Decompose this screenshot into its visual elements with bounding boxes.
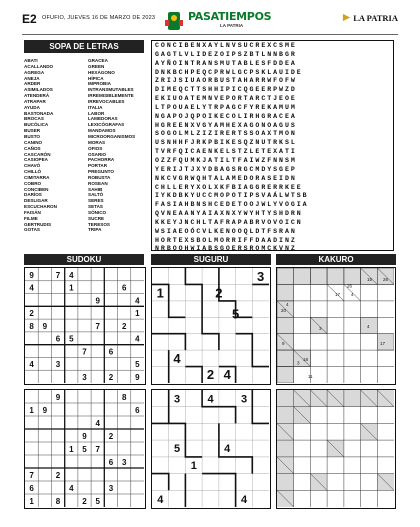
word-right-10: LAMEDORAS xyxy=(88,116,118,122)
svg-text:7: 7 xyxy=(29,471,34,480)
grid-row-10: SOGOLMLZIZIRERTSSOAXTMON xyxy=(155,130,297,138)
word-list-right xyxy=(88,58,148,233)
grid-row-12: TVRFQICAENKELSTZLETEXATI xyxy=(155,148,297,156)
svg-text:3: 3 xyxy=(55,360,61,369)
word-left-12: BUSER xyxy=(24,128,41,134)
svg-text:2: 2 xyxy=(108,372,114,382)
suguru-board-bottom[interactable] xyxy=(151,389,271,509)
word-right-1: GREEN xyxy=(88,63,105,69)
svg-text:6: 6 xyxy=(121,283,127,293)
svg-text:4: 4 xyxy=(367,324,370,329)
word-right-25: SETAS xyxy=(88,204,103,210)
svg-text:4: 4 xyxy=(224,443,231,455)
word-left-27: FILME xyxy=(24,215,38,221)
word-left-19: CHILLÓ xyxy=(24,169,42,175)
word-right-27: SUCRE xyxy=(88,215,105,221)
svg-text:4: 4 xyxy=(351,292,354,297)
brand-title: PASATIEMPOS xyxy=(188,10,272,23)
word-right-5: INTRANSMUTABLES xyxy=(88,87,134,93)
word-left-6: ATENDERÁ xyxy=(24,93,50,99)
svg-text:4: 4 xyxy=(29,283,34,293)
grid-row-13: OZZFQUMKJATILTFAIWZFNNSM xyxy=(155,156,297,164)
svg-text:4: 4 xyxy=(173,351,181,366)
svg-text:20: 20 xyxy=(281,308,287,313)
grid-row-23: NRBOOHWIABSGOERSROMCKVNZ xyxy=(155,245,297,251)
svg-text:9: 9 xyxy=(42,321,48,331)
svg-text:5: 5 xyxy=(82,445,87,454)
word-list-left xyxy=(24,58,84,233)
word-left-28: GERTRUDIS xyxy=(24,221,52,227)
sopa-title: SOPA DE LETRAS xyxy=(24,40,144,53)
svg-text:4: 4 xyxy=(240,494,248,506)
word-right-2: HEXÁGONO xyxy=(88,69,115,75)
word-left-10: BROCAS xyxy=(24,116,44,122)
svg-text:15: 15 xyxy=(367,277,373,282)
svg-text:3: 3 xyxy=(82,372,87,382)
svg-text:9: 9 xyxy=(55,393,61,402)
grid-row-11: USNHHFJRKPBIKESQZNUTRKSL xyxy=(155,139,297,147)
brand-subtitle: LA PATRIA xyxy=(220,23,244,28)
kakuro-board-top[interactable] xyxy=(276,267,396,385)
word-right-20: ROBUSTA xyxy=(88,174,111,180)
word-left-14: CANINO xyxy=(24,139,43,145)
svg-text:18: 18 xyxy=(303,357,309,362)
word-right-15: OFIOS xyxy=(88,145,103,151)
svg-text:4: 4 xyxy=(135,334,140,344)
grid-row-1: GAGTLVLIDEZOIPSZBTLNNBGR xyxy=(155,50,297,58)
word-right-12: MANDAMOS xyxy=(88,128,116,134)
word-right-11: LEXICÓGRAFAS xyxy=(88,122,125,128)
svg-text:7: 7 xyxy=(95,321,100,331)
svg-text:2: 2 xyxy=(108,432,114,441)
grid-row-6: EKIUOATEMNVEPORTARCTJEOE xyxy=(155,95,297,103)
svg-text:8: 8 xyxy=(55,497,61,506)
svg-text:6: 6 xyxy=(55,334,61,344)
svg-text:2: 2 xyxy=(82,497,87,506)
svg-text:6: 6 xyxy=(29,484,34,493)
grid-row-9: HGREENXVGYAMHEXAGONOAGUS xyxy=(155,121,297,129)
svg-text:3: 3 xyxy=(297,360,300,366)
svg-text:2: 2 xyxy=(215,285,223,301)
suguru-board-top[interactable] xyxy=(151,267,271,385)
grid-row-7: LTPOUAELYTRPAGCFYREKAMUM xyxy=(155,103,297,111)
svg-text:8: 8 xyxy=(29,321,34,331)
word-left-13: BUSTO xyxy=(24,133,40,139)
svg-text:1: 1 xyxy=(69,445,74,454)
publication-name: LA PATRIA xyxy=(342,13,398,23)
word-right-8: ITALIA xyxy=(88,104,103,110)
word-left-20: CIMITARRA xyxy=(24,174,50,180)
grid-row-17: IYKDBKYUCCMOPOTIPSVAÁLWTSB xyxy=(155,192,309,200)
grid-row-19: QVNEAANYAIAXNXYWYHTYSHDRN xyxy=(155,210,303,218)
svg-text:7: 7 xyxy=(55,271,61,280)
suguru-title: SUGURU xyxy=(151,254,271,265)
svg-text:1: 1 xyxy=(190,460,197,472)
sudoku-board-top[interactable] xyxy=(24,267,146,385)
svg-text:5: 5 xyxy=(135,360,140,369)
page-header xyxy=(0,0,420,34)
word-left-2: AGREGA xyxy=(24,69,45,75)
svg-text:4: 4 xyxy=(69,271,74,280)
word-right-17: PACHORRA xyxy=(88,157,115,163)
svg-text:5: 5 xyxy=(69,334,74,344)
word-search-grid[interactable] xyxy=(151,40,394,251)
word-left-24: DESLIGAR xyxy=(24,198,48,204)
word-left-3: ANEJA xyxy=(24,75,40,81)
svg-text:4: 4 xyxy=(286,302,289,307)
svg-text:9: 9 xyxy=(29,271,34,280)
svg-text:8: 8 xyxy=(121,393,127,402)
svg-text:11: 11 xyxy=(308,374,313,379)
word-right-19: PREGUNTO xyxy=(88,169,114,175)
svg-text:1: 1 xyxy=(135,309,140,318)
grid-row-5: DIMEQCTTSHHIPICQGEERPWZD xyxy=(155,86,297,94)
svg-text:1: 1 xyxy=(29,406,34,415)
grid-row-21: WSIAEOÓCVLKENOOQLDTFSRAN xyxy=(155,227,297,235)
word-right-16: OSARIO xyxy=(88,151,107,157)
logo-figure-icon xyxy=(162,10,186,32)
word-right-26: SÓNICO xyxy=(88,209,107,215)
word-right-0: GRACEA xyxy=(88,58,108,63)
svg-text:6: 6 xyxy=(108,347,114,357)
flag-icon xyxy=(342,13,351,22)
grid-row-15: NKCVGRWQHTALAMEDORASEIDN xyxy=(155,174,297,182)
svg-text:4: 4 xyxy=(157,494,164,506)
issue-date: OFUFIO, JUEVES 16 DE MARZO DE 2023 xyxy=(42,15,156,21)
kakuro-board-bottom[interactable] xyxy=(276,389,396,509)
svg-text:17: 17 xyxy=(380,341,386,346)
word-list xyxy=(24,58,148,233)
svg-text:4: 4 xyxy=(29,360,34,369)
word-right-22: SAHIB xyxy=(88,186,103,192)
svg-text:2: 2 xyxy=(121,321,127,331)
svg-text:5: 5 xyxy=(173,443,181,455)
svg-text:3: 3 xyxy=(319,326,322,331)
grid-row-2: AYÑOINTRANSMUTABLESFDDEA xyxy=(155,59,297,67)
svg-text:4: 4 xyxy=(95,419,100,428)
sudoku-title: SUDOKU xyxy=(24,254,144,265)
grid-row-3: DNKBCHPEQCPRWLGCPSKLAUIDE xyxy=(155,68,303,76)
sudoku-board-bottom[interactable] xyxy=(24,389,146,509)
svg-text:3: 3 xyxy=(240,393,248,406)
word-right-3: HÍPICA xyxy=(88,75,104,81)
kakuro-title: KAKURO xyxy=(276,254,396,265)
svg-text:26: 26 xyxy=(347,283,353,289)
grid-row-4: ZRIJSIUAORBUSTAHARRWFOFW xyxy=(155,77,297,85)
svg-text:1: 1 xyxy=(69,283,74,293)
svg-text:3: 3 xyxy=(108,484,114,493)
header-rule xyxy=(22,34,398,35)
word-left-5: ASIMILADOS xyxy=(24,87,53,93)
svg-text:5: 5 xyxy=(95,497,100,506)
section-number: E2 xyxy=(22,12,37,26)
word-right-13: MICROORGANISMOS xyxy=(88,133,136,139)
svg-text:4: 4 xyxy=(223,367,231,382)
word-left-25: ESCUCHARON xyxy=(24,204,57,210)
grid-row-14: YERIJTJXYDBAGSRGCMDYSGEP xyxy=(155,165,297,173)
svg-text:1: 1 xyxy=(29,497,34,506)
word-right-29: TRIPA xyxy=(88,227,102,233)
word-left-23: DARÍOS xyxy=(24,192,42,198)
svg-text:7: 7 xyxy=(95,445,100,454)
word-left-9: BASTONADA xyxy=(24,110,54,116)
word-right-28: TERESOS xyxy=(88,221,110,227)
word-left-17: CASIOPEA xyxy=(24,157,48,163)
word-left-21: COBRO xyxy=(24,180,42,186)
word-left-29: GOTAS xyxy=(24,227,40,233)
svg-text:4: 4 xyxy=(207,393,214,406)
grid-row-0: CONCIBENXAYLNVSUCREXCSME xyxy=(155,42,297,49)
svg-text:9: 9 xyxy=(282,341,285,346)
svg-text:5: 5 xyxy=(231,306,240,322)
svg-text:3: 3 xyxy=(121,458,127,467)
word-left-22: CONCIBEN xyxy=(24,186,49,192)
svg-text:6: 6 xyxy=(135,406,140,415)
svg-text:2: 2 xyxy=(206,367,215,382)
svg-text:9: 9 xyxy=(42,406,48,415)
word-left-8: AYUDA xyxy=(24,104,40,110)
word-left-16: CASCARÓN xyxy=(24,151,51,157)
word-left-1: ACALLANDO xyxy=(24,63,54,69)
svg-text:3: 3 xyxy=(256,269,265,284)
word-right-18: PORTAR xyxy=(88,163,108,169)
word-right-14: MORAS xyxy=(88,139,106,145)
word-left-7: ATRAPAR xyxy=(24,98,46,104)
svg-text:7: 7 xyxy=(82,347,87,357)
word-right-6: IRREMISIBLEMENTE xyxy=(88,93,134,99)
word-right-9: LABOR xyxy=(88,110,105,116)
word-right-21: ROSEAN xyxy=(88,180,108,186)
svg-text:17: 17 xyxy=(335,292,341,297)
word-left-11: BUCÓLICA xyxy=(24,122,49,128)
svg-text:2: 2 xyxy=(29,309,34,318)
word-left-0: ABATI xyxy=(24,58,38,63)
svg-text:9: 9 xyxy=(135,372,140,382)
svg-text:1: 1 xyxy=(156,285,164,301)
svg-text:9: 9 xyxy=(95,296,100,306)
word-right-7: IRREVOCABLES xyxy=(88,98,125,104)
word-right-4: IMPROBIA xyxy=(88,81,111,87)
svg-text:6: 6 xyxy=(108,458,114,467)
svg-text:3: 3 xyxy=(173,393,181,406)
svg-text:2: 2 xyxy=(55,471,61,480)
grid-row-8: NGAPOJQPOIKECOLIRHGRACEA xyxy=(155,112,297,120)
word-left-18: CHAVÓ xyxy=(24,163,41,169)
word-left-15: CAÑOS xyxy=(24,145,41,151)
svg-text:9: 9 xyxy=(82,432,87,441)
grid-row-22: HORTEXSBOLMORRIFFDAADINZ xyxy=(155,236,297,244)
word-right-24: SERES xyxy=(88,198,104,204)
word-left-26: FAISÁN xyxy=(24,209,41,215)
pasatiempos-logo xyxy=(162,10,282,32)
svg-text:4: 4 xyxy=(135,296,140,306)
word-left-4: ARDER xyxy=(24,81,41,87)
grid-row-20: KKEYJNCHLTAFRAPABRVOVOICN xyxy=(155,218,303,226)
grid-row-18: FASIAHBNSHCEDETOOJWLYVOGIA xyxy=(155,201,309,209)
svg-text:4: 4 xyxy=(69,484,74,493)
grid-row-16: CHLLERYXOLXKFBIAGGRERRKEE xyxy=(155,183,303,191)
svg-text:26: 26 xyxy=(383,277,389,282)
word-right-23: SALTÓ xyxy=(88,192,104,198)
